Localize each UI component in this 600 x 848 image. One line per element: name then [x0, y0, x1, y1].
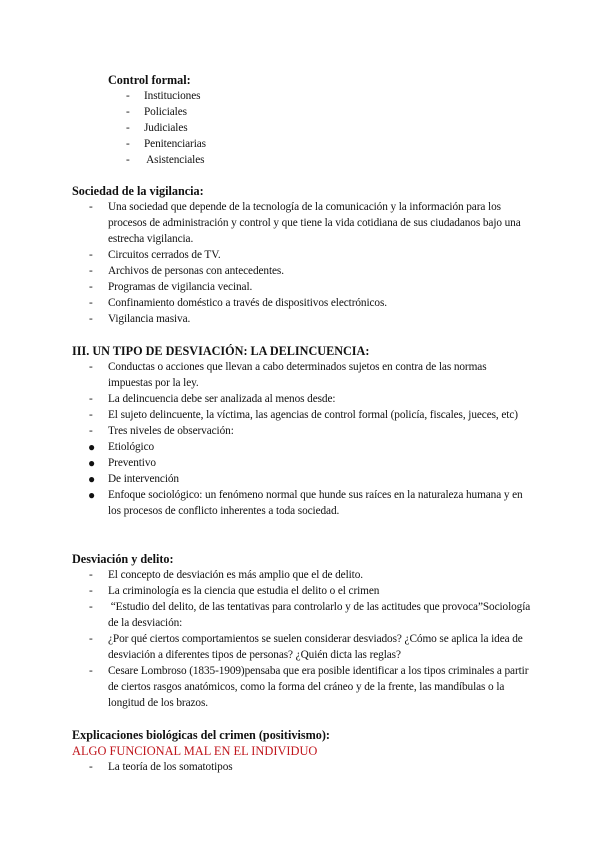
section-desviacion-delito: [72, 551, 532, 711]
bullet-icon: ●: [88, 488, 96, 502]
list-item: - Penitenciarias: [126, 138, 206, 150]
list-item: ● Preventivo: [88, 456, 156, 470]
list-item: - El concepto de desviación es más amplio que el de delito.: [89, 569, 363, 581]
section-delincuencia: [72, 343, 532, 519]
list-item: - La teoría de los somatotipos: [89, 761, 233, 773]
list-item: - Instituciones: [126, 90, 201, 102]
section-control-formal: [108, 72, 568, 168]
section-explicaciones: [72, 727, 532, 775]
list-item: - Confinamiento doméstico a través de dispositivos electrónicos.: [89, 297, 387, 309]
list-item: - “Estudio del delito, de las tentativas para controlarlo y de las actitudes que provoca”Sociología de la desviación:: [89, 601, 533, 629]
list-item: - Programas de vigilancia vecinal.: [89, 281, 253, 293]
list-item: - Vigilancia masiva.: [89, 313, 191, 325]
heading-desviacion-delito: Desviación y delito:: [72, 552, 174, 566]
heading-delincuencia: III. UN TIPO DE DESVIACIÓN: LA DELINCUENCIA:: [72, 344, 370, 358]
list-sociedad-vigilancia: [72, 199, 532, 327]
heading-control-formal: Control formal:: [108, 73, 191, 87]
bullet-icon: ●: [88, 440, 96, 454]
list-item: - El sujeto delincuente, la víctima, las agencias de control formal (policía, fiscales, jueces, etc): [89, 409, 518, 421]
list-item: - Una sociedad que depende de la tecnología de la comunicación y la información para los procesos de administración y control y que tiene la vida cotidiana de sus ciudadanos bajo una estrecha vigilancia.: [89, 201, 521, 245]
list-delincuencia: [72, 359, 532, 519]
list-control-formal: [72, 88, 568, 168]
list-item: - Archivos de personas con antecedentes.: [89, 265, 284, 277]
heading-sociedad-vigilancia: Sociedad de la vigilancia:: [72, 184, 204, 198]
bullet-icon: ●: [88, 472, 96, 486]
heading-explicaciones: Explicaciones biológicas del crimen (positivismo):: [72, 728, 330, 742]
list-item: - Tres niveles de observación:: [89, 425, 234, 437]
list-explicaciones: [72, 759, 532, 775]
list-item: ● De intervención: [88, 472, 179, 486]
list-item: - La delincuencia debe ser analizada al menos desde:: [89, 393, 336, 405]
list-item: - Policiales: [126, 106, 187, 118]
list-item: - Asistenciales: [126, 154, 205, 166]
list-item: ● Enfoque sociológico: un fenómeno normal que hunde sus raíces en la naturaleza humana y en los procesos de conflicto inherentes a toda sociedad.: [88, 488, 523, 517]
list-item: - La criminología es la ciencia que estudia el delito o el crimen: [89, 585, 380, 597]
list-item: - Judiciales: [126, 122, 188, 134]
list-item: - Cesare Lombroso (1835-1909)pensaba que era posible identificar a los tipos criminales a partir de ciertos rasgos anatómicos, como la forma del cráneo y de la frente, las mandíbulas o la longitud de los brazos.: [89, 665, 529, 709]
highlight-red-line: ALGO FUNCIONAL MAL EN EL INDIVIDUO: [72, 744, 318, 758]
list-item: - Circuitos cerrados de TV.: [89, 249, 221, 261]
section-sociedad-vigilancia: [72, 183, 532, 327]
list-item: ● Etiológico: [88, 440, 155, 454]
list-desviacion-delito: [72, 567, 532, 711]
bullet-icon: ●: [88, 456, 96, 470]
list-item: - Conductas o acciones que llevan a cabo determinados sujetos en contra de las normas impuestas por la ley.: [89, 361, 487, 389]
list-item: - ¿Por qué ciertos comportamientos se suelen considerar desviados? ¿Cómo se aplica la idea de desviación a diferentes tipos de personas? ¿Quién dicta las reglas?: [89, 633, 523, 661]
